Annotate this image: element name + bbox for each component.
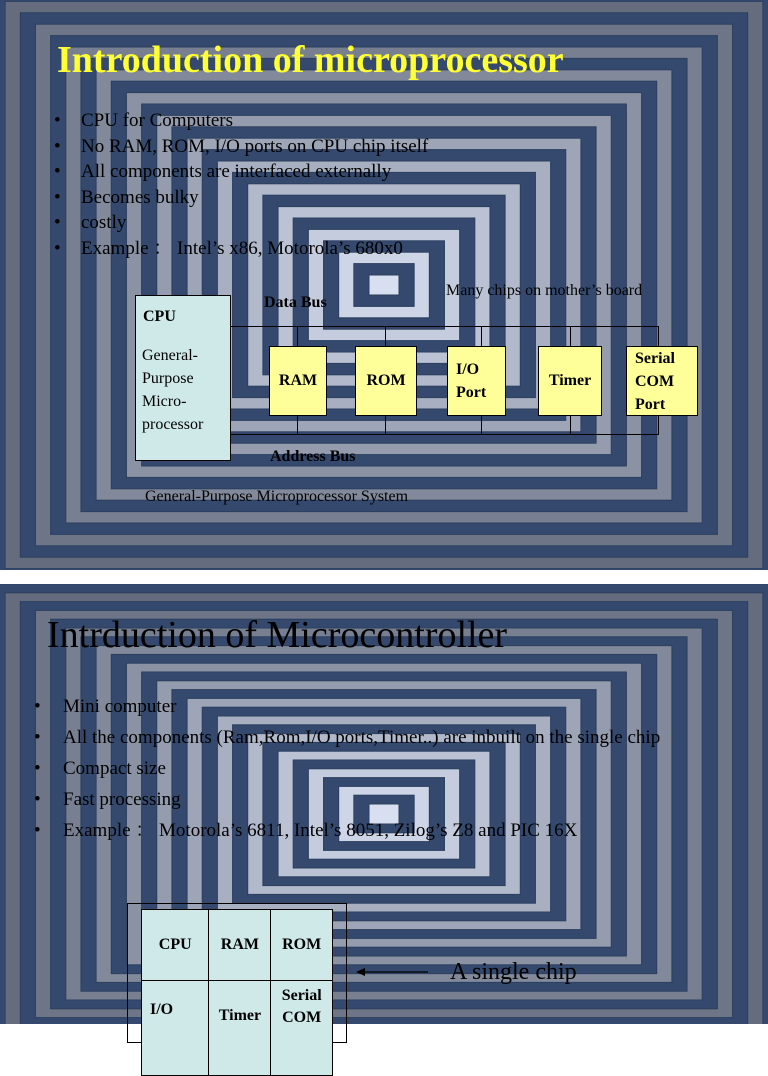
bullet-icon: • xyxy=(34,696,41,717)
diagram-caption: General-Purpose Microprocessor System xyxy=(145,488,409,505)
data-bus-label: Data Bus xyxy=(264,294,327,311)
list-item: • All the components (Ram,Rom,I/O ports,Timer..) are inbuilt on the single chip xyxy=(34,727,661,748)
single-chip-label: A single chip xyxy=(450,959,577,985)
bullet-icon: • xyxy=(34,758,41,779)
list-item: • Mini computer xyxy=(34,696,177,717)
bullet-icon: • xyxy=(54,161,61,182)
timer-data-connector xyxy=(570,326,571,346)
bullet-icon: • xyxy=(54,110,61,131)
rom-address-connector xyxy=(385,415,386,434)
slide-2-background xyxy=(0,584,768,1024)
bullet-icon: • xyxy=(54,135,61,157)
bullet-icon: • xyxy=(34,727,41,748)
bullet-icon: • xyxy=(54,212,61,233)
ram-chip: RAM xyxy=(269,346,327,416)
bullet-icon: • xyxy=(54,186,61,208)
cpu-description: General- Purpose Micro- processor xyxy=(142,347,204,433)
mc-ram-cell: RAM xyxy=(209,910,271,981)
io-port-chip: I/O Port xyxy=(447,346,506,416)
list-item: • Becomes bulky xyxy=(54,185,428,211)
timer-address-connector xyxy=(570,415,571,434)
slide-2 xyxy=(0,584,768,1024)
mc-timer-cell: Timer xyxy=(209,981,271,1076)
ram-data-connector xyxy=(297,326,298,346)
list-item: • No RAM, ROM, I/O ports on CPU chip itself xyxy=(54,134,428,160)
timer-chip: Timer xyxy=(538,346,602,416)
mc-cpu-cell: CPU xyxy=(142,910,209,981)
io-data-connector xyxy=(481,326,482,346)
bullet-icon: • xyxy=(34,820,41,841)
list-item: • costly xyxy=(54,210,428,236)
list-item: • Example ： Motorola’s 6811, Intel’s 8051, Zilog’s Z8 and PIC 16X xyxy=(34,820,578,841)
io-address-connector xyxy=(481,415,482,434)
list-item: • Compact size xyxy=(34,758,166,779)
slide-1-bullet-list xyxy=(54,108,428,261)
rom-chip: ROM xyxy=(355,346,417,416)
serial-com-port-chip: Serial COM Port xyxy=(626,346,698,416)
many-chips-note: Many chips on mother’s board xyxy=(446,282,643,299)
address-bus-label: Address Bus xyxy=(270,448,356,465)
slide-2-title: Intrduction of Microcontroller xyxy=(47,614,508,656)
ram-address-connector xyxy=(297,415,298,434)
bullet-icon: • xyxy=(54,237,61,259)
address-bus-line xyxy=(231,434,659,435)
mc-io-cell: I/O xyxy=(142,981,209,1076)
cpu-label: CPU xyxy=(143,308,176,325)
data-bus-line xyxy=(231,326,659,327)
slide-1-title: Introduction of microprocessor xyxy=(57,39,564,81)
list-item: • CPU for Computers xyxy=(54,108,428,134)
list-item: • Example ： Intel’s x86, Motorola’s 680x0 xyxy=(54,236,428,262)
mc-serial-com-cell: Serial COM xyxy=(271,981,333,1076)
bullet-icon: • xyxy=(34,789,41,810)
cpu-block xyxy=(135,295,231,461)
mc-rom-cell: ROM xyxy=(271,910,333,981)
list-item: • All components are interfaced externally xyxy=(54,159,428,185)
list-item: • Fast processing xyxy=(34,789,181,810)
background-frame xyxy=(369,804,399,824)
rom-data-connector xyxy=(385,326,386,346)
